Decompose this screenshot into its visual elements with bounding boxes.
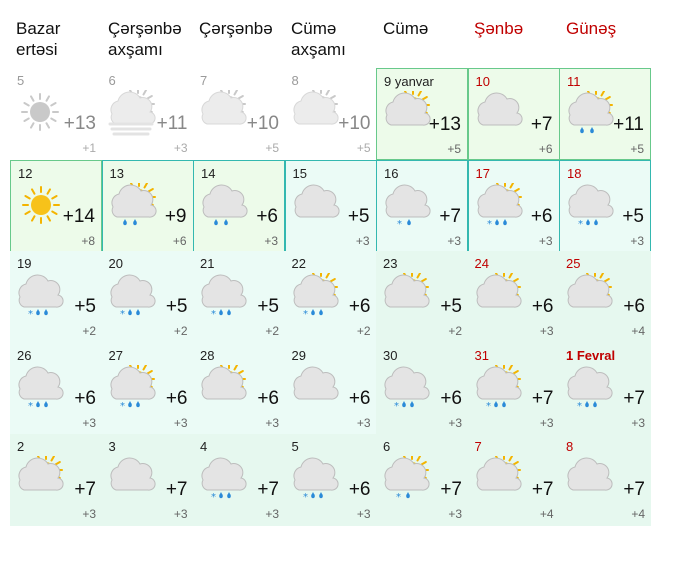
cloud-snow-icon	[383, 183, 433, 231]
header-monday: Bazar ertəsi	[16, 19, 61, 59]
temp-max: +5	[440, 296, 462, 317]
temp-min: +3	[265, 415, 279, 430]
day-date: 6	[108, 73, 116, 88]
day-date: 6	[383, 439, 391, 454]
temp-max: +6	[440, 387, 462, 409]
temp-min: +2	[265, 324, 279, 338]
cloud-shape	[202, 458, 246, 490]
day-cell[interactable]	[193, 251, 285, 343]
sun-cloud-icon	[474, 456, 524, 504]
temp-min: +3	[82, 507, 96, 521]
day-date: 4	[200, 439, 208, 454]
temp-min: +4	[539, 507, 554, 521]
precip-shape	[211, 309, 231, 320]
day-cell[interactable]	[468, 343, 560, 435]
day-date: 23	[383, 256, 398, 271]
temp-max: +7	[531, 479, 554, 500]
day-cell[interactable]	[285, 434, 377, 526]
temp-max: +10	[246, 113, 279, 134]
temp-max: +6	[348, 296, 371, 317]
day-cell[interactable]	[376, 68, 468, 160]
day-date: 7	[474, 439, 482, 454]
svg-text:*: *	[397, 218, 402, 230]
day-date: 30	[383, 347, 398, 363]
svg-text:*: *	[577, 400, 582, 412]
cloud-shape	[203, 185, 247, 217]
sun-shape	[22, 94, 58, 130]
sun-cloud-sleet-icon	[474, 365, 524, 413]
day-date: 5	[17, 73, 25, 88]
svg-text:*: *	[211, 492, 216, 503]
precip-shape	[397, 219, 411, 230]
precip-shape	[120, 309, 140, 320]
day-date: 11	[567, 74, 581, 89]
day-date: 5	[291, 439, 299, 454]
temp-min: +3	[448, 507, 462, 521]
temp-min: +8	[81, 233, 95, 248]
svg-text:*: *	[302, 492, 308, 503]
day-cell[interactable]	[193, 68, 285, 160]
temp-max: +14	[62, 205, 95, 227]
sun-shape	[23, 187, 59, 223]
day-cell[interactable]	[285, 251, 377, 343]
day-cell[interactable]	[285, 343, 377, 435]
day-date: 8	[566, 439, 574, 454]
temp-min: +5	[265, 141, 279, 155]
sun-cloud-rain-icon	[566, 91, 616, 139]
temp-min: +2	[82, 324, 96, 338]
day-date: 10	[475, 74, 490, 89]
cloud-shape	[110, 458, 154, 490]
cloud-sleet-icon	[16, 273, 66, 321]
sun-cloud-icon	[383, 91, 433, 139]
svg-text:*: *	[119, 309, 125, 320]
day-cell[interactable]	[285, 160, 377, 252]
day-cell[interactable]	[559, 251, 651, 343]
cloud-icon	[108, 456, 158, 504]
sun-cloud-icon	[291, 90, 341, 138]
cloud-shape	[386, 185, 430, 217]
temp-max: +6	[348, 479, 371, 500]
temp-max: +7	[165, 479, 188, 500]
day-date: 13	[109, 165, 124, 181]
day-date: 22	[291, 256, 306, 271]
cloud-sleet-icon	[291, 456, 341, 504]
temp-min: +3	[356, 507, 371, 521]
temp-min: +3	[538, 233, 553, 248]
day-cell[interactable]	[193, 160, 285, 252]
header-thursday: Cümə axşamı	[291, 19, 346, 59]
precip-shape	[211, 492, 231, 503]
sun-cloud-rain-icon	[109, 183, 159, 231]
temp-max: +6	[531, 296, 554, 317]
temp-min: +3	[356, 415, 371, 430]
temp-min: +3	[355, 233, 370, 248]
svg-text:*: *	[486, 218, 492, 230]
day-date: 8	[291, 73, 299, 88]
temp-min: +3	[631, 415, 645, 430]
day-cell[interactable]	[102, 68, 194, 160]
temp-min: +3	[82, 415, 96, 430]
temp-max: +7	[74, 479, 96, 500]
temp-max: +6	[165, 387, 188, 409]
temp-max: +5	[622, 205, 644, 227]
temp-min: +3	[173, 141, 188, 155]
precip-shape	[396, 492, 410, 503]
day-cell[interactable]	[468, 434, 560, 526]
temp-max: +6	[256, 205, 278, 227]
temp-min: +4	[631, 507, 645, 521]
temp-max: +7	[257, 479, 279, 500]
sun-cloud-snow-icon	[382, 456, 432, 504]
temp-max: +13	[428, 114, 461, 135]
temp-min: +3	[173, 507, 188, 521]
day-cell[interactable]	[102, 343, 194, 435]
temp-min: +5	[447, 142, 461, 156]
temp-max: +6	[74, 387, 96, 409]
day-date: 15	[292, 165, 307, 181]
sun-cloud-icon	[199, 365, 249, 413]
temp-min: +3	[447, 233, 461, 248]
svg-text:*: *	[578, 218, 583, 230]
day-cell[interactable]	[559, 434, 651, 526]
precip-shape	[394, 401, 414, 412]
day-cell[interactable]	[10, 160, 102, 252]
temp-max: +6	[530, 205, 553, 227]
cloud-shape	[294, 185, 338, 217]
cloud-shape	[477, 93, 521, 125]
cloud-sleet-icon	[108, 273, 158, 321]
precip-shape	[120, 401, 140, 412]
svg-text:*: *	[28, 309, 33, 320]
sun-cloud-icon	[199, 90, 249, 138]
svg-text:*: *	[119, 400, 125, 412]
day-date: 16	[384, 165, 399, 181]
day-date: 20	[108, 256, 123, 271]
precip-shape	[214, 219, 228, 225]
temp-min: +3	[265, 507, 279, 521]
temp-max: +7	[531, 387, 554, 409]
cloud-sleet-icon	[382, 365, 432, 413]
day-date: 3	[108, 439, 116, 454]
cloud-shape	[293, 458, 337, 490]
day-date: 21	[200, 256, 215, 271]
temp-min: +3	[173, 415, 188, 430]
temp-max: +6	[257, 387, 279, 409]
cloud-rain-icon	[200, 183, 250, 231]
day-date: 12	[18, 165, 33, 181]
day-cell[interactable]	[559, 160, 651, 252]
temp-max: +7	[439, 205, 461, 227]
day-cell[interactable]	[376, 160, 468, 252]
sun-cloud-icon	[16, 456, 66, 504]
temp-min: +3	[539, 415, 554, 430]
cloud-icon	[292, 183, 342, 231]
cloud-sleet-icon	[566, 183, 616, 231]
day-cell[interactable]	[10, 251, 102, 343]
temp-max: +5	[257, 296, 279, 317]
day-date: 29	[291, 347, 306, 363]
sun-icon	[17, 183, 67, 231]
cloud-shape	[110, 275, 154, 307]
svg-text:*: *	[485, 400, 491, 412]
svg-text:*: *	[211, 309, 216, 320]
temp-max: +9	[164, 205, 187, 227]
cloud-icon	[565, 456, 615, 504]
temp-max: +6	[623, 296, 645, 317]
sun-icon	[16, 90, 66, 138]
temp-min: +2	[173, 324, 188, 338]
temp-max: +5	[165, 296, 188, 317]
sun-cloud-icon	[474, 273, 524, 321]
day-cell[interactable]	[376, 434, 468, 526]
day-cell[interactable]	[468, 160, 560, 252]
day-cell[interactable]	[468, 68, 560, 160]
day-cell[interactable]	[193, 343, 285, 435]
day-date: 7	[200, 73, 208, 88]
temp-min: +1	[82, 141, 96, 155]
day-cell[interactable]	[102, 434, 194, 526]
svg-text:*: *	[302, 309, 308, 320]
day-date: 2	[17, 439, 25, 454]
day-date: 31	[474, 347, 489, 363]
temp-min: +4	[631, 324, 645, 338]
cloud-icon	[291, 365, 341, 413]
temp-min: +3	[264, 233, 278, 248]
header-tuesday: Çərşənbə axşamı	[108, 19, 182, 59]
sun-cloud-icon	[565, 273, 615, 321]
precip-shape	[486, 401, 506, 412]
day-cell[interactable]	[559, 343, 651, 435]
cloud-shape	[293, 367, 337, 399]
day-cell[interactable]	[10, 68, 102, 160]
cloud-shape	[385, 367, 429, 399]
precip-shape	[28, 309, 48, 320]
temp-min: +2	[356, 324, 371, 338]
temp-min: +6	[172, 233, 187, 248]
day-date: 18	[567, 165, 582, 181]
cloud-sleet-icon	[565, 365, 615, 413]
day-date: 1 Fevral	[566, 347, 616, 363]
cloud-shape	[202, 275, 246, 307]
day-date: 19	[17, 256, 32, 271]
day-cell[interactable]	[285, 68, 377, 160]
cloud-sleet-icon	[199, 273, 249, 321]
temp-min: +3	[630, 233, 644, 248]
day-cell[interactable]	[10, 434, 102, 526]
cloud-sleet-icon	[16, 365, 66, 413]
sun-cloud-sleet-icon	[291, 273, 341, 321]
header-saturday: Şənbə	[474, 19, 524, 38]
day-date: 27	[108, 347, 123, 363]
precip-shape	[303, 309, 323, 320]
day-cell[interactable]	[102, 251, 194, 343]
precip-shape	[303, 492, 323, 503]
temp-max: +10	[338, 113, 371, 134]
temp-max: +7	[623, 387, 645, 409]
header-friday: Cümə	[383, 19, 429, 38]
temp-max: +7	[623, 479, 645, 500]
cloud-shape	[569, 185, 613, 217]
cloud-sleet-icon	[199, 456, 249, 504]
day-cell[interactable]	[468, 251, 560, 343]
header-wednesday: Çərşənbə	[199, 19, 273, 38]
precip-shape	[123, 219, 137, 225]
temp-min: +3	[539, 324, 554, 338]
day-date: 14	[201, 165, 216, 181]
temp-max: +5	[347, 205, 370, 227]
header-sunday: Günəş	[566, 19, 617, 38]
day-cell[interactable]	[559, 68, 651, 160]
temp-max: +11	[613, 114, 644, 135]
svg-text:*: *	[394, 400, 399, 412]
temp-min: +6	[538, 142, 553, 156]
day-date: 26	[17, 347, 32, 363]
precip-shape	[577, 401, 597, 412]
temp-max: +13	[63, 113, 96, 134]
sun-cloud-sleet-icon	[475, 183, 525, 231]
precip-shape	[578, 219, 598, 230]
cloud-shape	[19, 367, 63, 399]
precip-shape	[580, 127, 594, 133]
day-date: 25	[566, 256, 581, 271]
sun-cloud-fog-icon	[108, 90, 158, 138]
day-date: 28	[200, 347, 215, 363]
sun-cloud-icon	[382, 273, 432, 321]
temp-max: +7	[530, 114, 553, 135]
day-cell[interactable]	[376, 251, 468, 343]
temp-max: +7	[440, 479, 462, 500]
temp-min: +5	[356, 141, 371, 155]
temp-max: +6	[348, 387, 371, 409]
precip-shape	[487, 219, 507, 230]
cloud-shape	[568, 367, 612, 399]
cloud-shape	[19, 275, 63, 307]
svg-text:*: *	[396, 492, 401, 503]
fog-shape	[110, 124, 152, 134]
cloud-shape	[568, 458, 612, 490]
temp-min: +3	[448, 415, 462, 430]
sun-cloud-sleet-icon	[108, 365, 158, 413]
day-date: 9 yanvar	[384, 74, 434, 89]
cloud-icon	[475, 91, 525, 139]
temp-max: +5	[74, 296, 96, 317]
svg-text:*: *	[28, 400, 33, 412]
day-cell[interactable]	[193, 434, 285, 526]
precip-shape	[28, 401, 48, 412]
day-cell[interactable]	[102, 160, 194, 252]
temp-max: +11	[156, 113, 188, 134]
temp-min: +2	[448, 324, 462, 338]
day-cell[interactable]	[10, 343, 102, 435]
day-date: 24	[474, 256, 489, 271]
day-cell[interactable]	[376, 343, 468, 435]
day-date: 17	[475, 165, 490, 181]
temp-min: +5	[630, 142, 644, 156]
